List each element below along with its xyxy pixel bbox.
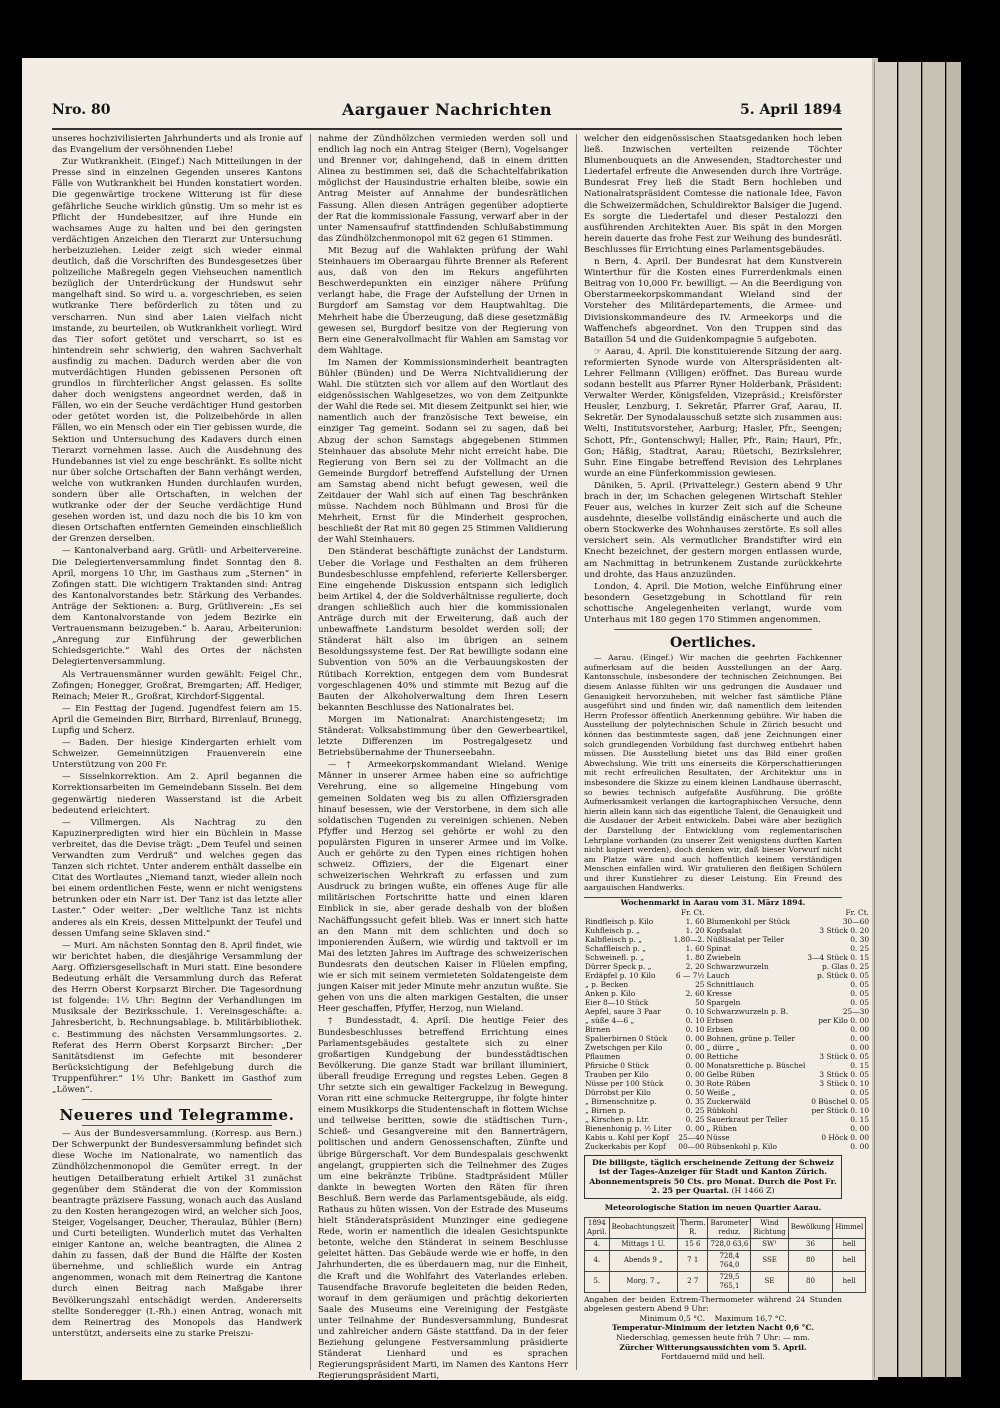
market-row xyxy=(584,1106,870,1115)
column-3 xyxy=(584,134,870,1374)
market-cell: Kresse xyxy=(706,988,732,998)
market-cell: 1. 80 xyxy=(685,952,705,962)
weather-header-cell: Barometer reduz. xyxy=(708,1217,751,1238)
min-label: Minimum xyxy=(639,1313,677,1323)
market-cell: Schweinefl. p. „ xyxy=(585,952,645,962)
page-edge xyxy=(898,62,921,1377)
weather-cell: SE xyxy=(751,1271,788,1292)
weather-cell: hell xyxy=(833,1250,866,1271)
weather-cell: 36 xyxy=(788,1238,832,1250)
market-cell: 0. 00 xyxy=(685,1042,705,1052)
column-1 xyxy=(52,134,302,1374)
weather-cell: SSE xyxy=(751,1250,788,1271)
market-cell: 0. 10 xyxy=(685,1024,705,1034)
article-paragraph: — Aus der Bundesversammlung. (Korresp. aus Bern.) Der Schwerpunkt der Bundesversammlung befindet sich diese Woche im Nationalrate, wo namentlich das Zündhölzchenmonopol die Gemüter erregt. In der heutigen Detailberatung erhielt Artikel 31 zunächst gegenüber dem Ständerat die von der Kommission beantragte präzisere Fassung, wonach auch das Ausland zu den Kosten herangezogen wird, an welcher sich Joos, Steiger, Vogelsanger, Deucher, Theraulaz, Bühler (Bern) und Curti beteiligten. Wunderlich mutet das Verhalten einiger Kantone an, welche beantragten, die Alinea 2 dahin zu fassen, daß der Bund die Hälfte der Kosten übernehme, und schließlich wurde ein Antrag angenommen, wonach mit dem Reinertrag die Kantone durch einen Beitrag nach Maßgabe ihrer Bevölkerungszahl entschädigt werden. Andererseits stellte Sonderegger (I.-Rh.) einen Antrag, wonach mit dem Reinertrag des Monopols das Handwerk unterstützt, anderseits eine zu starke Preiszu- xyxy=(52,1129,302,1339)
market-cell: „ p. Becken xyxy=(585,979,629,989)
market-cell: Anken p. Kilo xyxy=(585,988,636,998)
market-cell: „ Rüben xyxy=(706,1123,737,1133)
market-cell: Kuhfleisch p. „ xyxy=(585,925,640,935)
market-row xyxy=(584,989,870,998)
article-paragraph: Zur Wutkrankheit. (Eingef.) Nach Mitteilungen in der Presse sind in einzelnen Gegenden unseres Kantons Fälle von Wutkrankheit bei Hunden konstatiert worden. Die gegenwärtige trockene Witterung ist für diese gefährliche Seuche wirklich günstig. Um so mehr ist es Pflicht der Hundebesitzer, auf ihre Hunde ein wachsames Auge zu halten und bei den geringsten verdächtigen Anzeichen den Tierarzt zur Untersuchung herbeizuziehen. Leider zeigt sich wieder einmal deutlich, daß die Vorschriften des Bundesgesetzes über polizeiliche Maßregeln gegen Viehseuchen namentlich bezüglich der Unterdrückung der Hundswut sehr mangelhaft sind. So wird u. a. vorgeschrieben, es seien wutkranke Tiere beförderlich zu töten und zu verscharren. Nun sind aber Laien vielfach nicht imstande, zu beurteilen, ob Wutkrankheit vorliegt. Wird das Tier sofort getötet und verscharrt, so ist es hintendrein sehr schwierig, den wahren Sachverhalt ausfindig zu machen. Dadurch werden aber die von mutverdächtigen Hunden gebissenen Personen oft grundlos in fürchterlicher Angst gelassen. Es sollte daher doch wenigstens angeordnet werden, daß in Fällen, wo ein der Seuche verdächtiger Hund gestorben oder getötet worden ist, die Polizeibehörde in allen Fällen, wo ein Mensch oder ein Tier gebissen wurde, die Sektion und Untersuchung des Kadavers durch einen Tierarzt vornehmen lasse. Auch die Ausdehnung des Hundebannes ist viel zu enge beschränkt. Es sollte nicht nur über solche Ortschaften der Bann verhängt werden, welche von wutkranken Hunden durchlaufen wurden, sondern über alle Ortschaften, in welchen der wutkranke oder der der Seuche verdächtige Hund gesehen worden ist, und dazu noch die bis 10 km von diesen Ortschaften entfernten Gemeinden einschließlich der Grenzen derselben. xyxy=(52,157,302,545)
newspaper-title: Aargauer Nachrichten xyxy=(341,100,553,119)
market-cell: „ Birnenschnitze p. xyxy=(585,1096,657,1106)
market-row xyxy=(584,1097,870,1106)
market-cell: 1.80—2. xyxy=(673,934,705,944)
market-row xyxy=(584,962,870,971)
masthead xyxy=(52,102,842,126)
market-cell: Schaffleisch p. „ xyxy=(585,943,647,953)
market-cell: Nüsse xyxy=(706,1132,730,1142)
weather-title: Meteorologische Station im neuen Quartier Aarau. xyxy=(604,1203,822,1213)
market-cell: 0. 00 xyxy=(850,1123,870,1133)
market-row xyxy=(584,926,870,935)
weather-header-cell: Wind Richtung xyxy=(751,1217,788,1238)
market-cell: „ süße 4—6 „ xyxy=(585,1015,635,1025)
market-cell: Dürrobst per Kilo xyxy=(585,1087,651,1097)
market-cell: Kabis u. Kohl per Kopf xyxy=(585,1132,670,1142)
market-cell: 0. 30 xyxy=(685,1078,705,1088)
weather-row xyxy=(585,1250,866,1271)
market-cell: Rübsenkohl p. Kilo xyxy=(706,1141,777,1151)
column-2 xyxy=(318,134,568,1382)
market-cell: 0 Büschel 0. 05 xyxy=(811,1096,870,1106)
issue-date: 5. April 1894 xyxy=(740,102,842,118)
market-row xyxy=(584,1124,870,1133)
ad-code: (H 1466 Z) xyxy=(731,1186,775,1196)
market-cell: 00—00 xyxy=(678,1141,705,1151)
ad-text: Die billigste, täglich erscheinende Zeitung der Schweiz ist der Tages-Anzeiger für Stadt und Kanton Zürich. Abonnementspreis 50 Cts. pro Monat. Durch die Post Fr. 2. 25 per Quartal. xyxy=(589,1157,837,1196)
market-cell: 30—60 xyxy=(842,916,870,926)
market-cell: Gelbe Rüben xyxy=(706,1069,755,1079)
market-cell: Zuckerwäld xyxy=(706,1096,751,1106)
market-cell: 0. 25 xyxy=(850,943,870,953)
market-cell: 3 Stück 0. 10 xyxy=(819,1078,870,1088)
market-cell: 0 Höck 0. 00 xyxy=(821,1132,870,1142)
page-edge xyxy=(874,62,897,1377)
market-cell: Bienenhonig p. ½ Liter xyxy=(585,1123,672,1133)
article-paragraph: † Bundesstadt, 4. April. Die heutige Feier des Bundesbeschlusses betreffend Errichtung eines Parlamentsgebäudes gestaltete sich zu einer großartigen Kundgebung der bundesstädtischen Bevölkerung. Die ganze Stadt war brillant illuminiert, überall freudige Erregung und regstes Leben. Gegen 8 Uhr setzte sich ein gewaltiger Fackelzug in Bewegung. Voran ritt eine schmucke Reitergruppe, ihr folgte hinter einem Musikkorps die Studentenschaft in flottem Wichse und teilweise beritten, sowie die städtischen Turn-, Schieß- und Gesangvereine mit den Bannerträgern, politischen und andern Genossenschaften, Zünfte und übrige Bürgerschaft. Vor dem Bundespalais geschwenkt angelangt, gruppierten sich die Teilnehmer des Zuges um eine bekränzte Tribüne. Stadtpräsident Müller dankte in bewegten Worten den Räten für ihren Beschluß. Bern werde das Parlamentsgebäude, als eidg. Rathaus zu hüten wissen. Von der Estrade des Museums hielt Ständeratspräsident Munzinger eine gediegene Rede, worin er namentlich die idealen Gesichtspunkte betonte, welche den Ständerat in seinem Beschlusse geleitet hätten. Das Gebäude werde wie er hoffe, in den Jahrhunderten, die es überdauern mag, nur die Einheit, die Kraft und die Wohlfahrt des Vaterlandes erleben. Tausendfache Bravorufe begleiteten die beiden Reden, worauf in dem geräumigen und prächtig dekorierten Saale des Museums eine Vereinigung der Festgäste unter Teilnahme der Bundesversammlung, Bundesrat und zahlreicher andern Gäste stattfand. Da in der feier Beziehung gelungene Festversammlung präsidierte Ständerat Lienhard und es sprachen Regierungspräsident Marti, im Namen des Kantons Herr Regierungspräsident Marti, xyxy=(318,1016,568,1382)
market-cell: Spinat xyxy=(706,943,731,953)
article-paragraph: — Kantonalverband aarg. Grütli- und Arbeitervereine. Die Delegiertenversammlung findet Sonntag den 8. April, morgens 10 Uhr, im Gasthaus zum „Sternen“ in Zofingen statt. Die wichtigern Traktanden sind: Antrag des Kantonalvorstandes betr. Stärkung des Verbandes. Anträge der Sektionen: a. Burg, Grütliverein: „Es sei dem Kantonalvorstande von jedem Bezirke ein Vertrauensmann beizugeben.“ b. Aarau, Arbeiterunion: „Anregung zur Einführung der gewerblichen Schiedsgerichte.“ Wahl des Ortes der nächsten Delegiertenversammlung. xyxy=(52,546,302,668)
market-cell: 1. 60 xyxy=(685,916,705,926)
market-row xyxy=(584,971,870,980)
article-paragraph: nahme der Zündhölzchen vermieden werden soll und endlich lag noch ein Antrag Steiger (Bern), Vogelsanger und Brenner vor, dahingehend, daß in einem dritten Alinea zu bestimmen sei, daß die Schachtelfabrikation möglichst der Hausindustrie erhalten bleibe, sowie ein Antrag Meister auf Annahme der bundesrätlichen Fassung. Allen diesen Anträgen gegenüber adoptierte der Rat die kommissionale Fassung, verwarf aber in der unter Namensaufruf stattfindenden Schlußabstimmung das Zündhölzchenmonopol mit 62 gegen 61 Stimmen. xyxy=(318,134,568,244)
weather-cell: 80 xyxy=(788,1250,832,1271)
market-title: Wochenmarkt in Aarau vom 31. März 1894. xyxy=(584,897,842,908)
market-cell: 0. 00 xyxy=(850,1033,870,1043)
market-cell: 0. 05 xyxy=(850,997,870,1007)
market-cell: Zwiebeln xyxy=(706,952,741,962)
market-cell: 0. 15 xyxy=(850,1114,870,1124)
market-cell: Pflaumen xyxy=(585,1051,621,1061)
market-cell: Schwarzwurzeln xyxy=(706,961,769,971)
article-paragraph: n Bern, 4. April. Der Bundesrat hat dem Kunstverein Winterthur für die Kosten eines Furrerdenkmals einen Beitrag von 10,000 Fr. bewilligt. — An die Beerdigung von Oberstarmeekorpskommandant Wieland sind der Vorsteher des Militärdepartements, die Armee- und Divisionskommandeure des IV. Armeekorps und die Waffenchefs abgeordnet. Von den Truppen sind das Bataillon 54 und die Guidenkompagnie 5 aufgeboten. xyxy=(584,257,842,345)
temp-note: Temperatur-Minimum der letzten Nacht 0,6 °C. xyxy=(611,1323,814,1333)
market-cell: „ Birnen p. xyxy=(585,1105,626,1115)
weather-header-cell: Beobachtungszeit xyxy=(609,1217,677,1238)
market-row xyxy=(584,953,870,962)
market-cell: 0. 25 xyxy=(685,1114,705,1124)
market-cell: Erbsen xyxy=(706,1024,734,1034)
min-value: 0,5 °C. xyxy=(678,1313,706,1323)
article-paragraph: — Muri. Am nächsten Sonntag den 8. April findet, wie wir berichtet haben, die diesjährige Versammlung der Aarg. Offiziersgesellschaft in Muri statt. Eine besondere Bedeutung erhält die Versammlung durch das Referat des Herrn Oberst Korpsarzt Bircher. Die Tagesordnung ist folgende: 1½ Uhr: Beginn der Verhandlungen im Musiksale der Bezirksschule. 1. Vereinsgeschäfte: a. Jahresbericht, b. Rechnungsablage. b. Militärbibliothek. c. Bestimmung des nächsten Versammlungsortes. 2. Referat des Herrn Oberst Korpsarzt Bircher: „Der Sanitätsdienst im Gefechte mit besonderer Berücksichtigung der Befehlgebung durch die Truppenführer.“ 1½ Uhr: Bankett im Gasthof zum „Löwen“. xyxy=(52,940,302,1095)
market-cell: Birnen xyxy=(585,1024,611,1034)
market-cell: Spalierbirnen 0 Stück xyxy=(585,1033,668,1043)
market-cell: Eier 8—10 Stück xyxy=(585,997,649,1007)
column-divider xyxy=(576,134,577,1370)
section-rule xyxy=(82,1099,272,1100)
section-rule xyxy=(614,629,812,630)
market-row xyxy=(584,1142,870,1151)
market-cell: 0. 10 xyxy=(685,1015,705,1025)
forecast-title: Zürcher Witterungsaussichten vom 5. April. xyxy=(619,1342,807,1352)
market-cell: Schwarzwurzeln p. B. xyxy=(706,1006,789,1016)
weather-cell: 7 1 xyxy=(677,1250,708,1271)
market-cell: Kopfsalat xyxy=(706,925,742,935)
market-cell: Bohnen, grüne p. Teller xyxy=(706,1033,796,1043)
weather-cell: 15 6 xyxy=(677,1238,708,1250)
column-divider xyxy=(310,134,311,1370)
article-paragraph: — Villmergen. Als Nachtrag zu den Kapuzinerpredigten wird hier ein Büchlein in Masse verbreitet, das die Devise trägt: „Dem Teufel und seinen Verwandten zum Verdruß“ und welches gegen das Tanzen sich richtet. Unter anderem enthält dasselbe ein Citat des Wortlautes „Niemand tanzt, wieder allein noch bei einem ordentlichen Feste, wenn er nicht wenigstens betrunken oder ein Narr ist. Der Tanz ist das letzte aller Laster.“ Oder weiter: „Der weltliche Tanz ist nichts anderes als ein Kreis, dessen Mittelpunkt der Teufel und dessen Umfang seine Sklaven sind.“ xyxy=(52,817,302,939)
market-cell: Rindfleisch p. Kilo xyxy=(585,916,654,926)
market-row xyxy=(584,1034,870,1043)
section-heading: Neueres und Telegramme. xyxy=(59,1106,295,1125)
market-cell: Spargeln xyxy=(706,997,741,1007)
market-row xyxy=(584,1043,870,1052)
forecast-text: Fortdauernd mild und hell. xyxy=(661,1352,765,1362)
weather-cell: 4. xyxy=(585,1250,610,1271)
market-cell: 0. 00 xyxy=(850,1141,870,1151)
market-cell: Zwetschgen per Kilo xyxy=(585,1042,663,1052)
weather-cell: 80 xyxy=(788,1271,832,1292)
market-unit: Fr. Ct. xyxy=(680,907,705,917)
market-cell: 0. 50 xyxy=(685,1087,705,1097)
market-row xyxy=(584,917,870,926)
market-cell: Pfirsiche 0 Stück xyxy=(585,1060,649,1070)
market-row xyxy=(584,1115,870,1124)
market-cell: Rübkohl xyxy=(706,1105,738,1115)
market-cell: 0. 00 xyxy=(685,1033,705,1043)
market-cell: 3 Stück 0. 20 xyxy=(819,925,870,935)
market-row xyxy=(584,935,870,944)
market-cell: 25 xyxy=(695,979,705,989)
market-row xyxy=(584,1088,870,1097)
market-cell: Schnittlauch xyxy=(706,979,754,989)
market-cell: 0. 25 xyxy=(685,1105,705,1115)
market-cell: 0. 00 xyxy=(685,1069,705,1079)
article-paragraph: Den Ständerat beschäftigte zunächst der Landsturm. Ueber die Vorlage und Festhalten an dem früheren Bundesbeschlusse empfehlend, referierte Kellersberger. Eine eingehende Diskussion entspann sich lediglich beim Artikel 4, der die Soldverhältnisse regulierte, doch drangen schließlich auch hier die kommissionalen Anträge durch mit der Erweiterung, daß auch der unbewaffnete Landsturm besoldet werden soll; der Ständerat hält also im übrigen an seinem Besoldungssysteme fest. Der Rat bewilligte sodann eine Subvention von 50% an die Verbauungskosten der Rütibach Korrektion, entgegen dem vom Bundesrat vorgeschlagenen 40% und stimmte mit Bezug auf die Bauten der Alkoholverwaltung dem Ihren Lesern bekannten Beschlusse des Nationalrates bei. xyxy=(318,547,568,713)
weather-cell: 5. xyxy=(585,1271,610,1292)
section-heading: Oertliches. xyxy=(670,635,756,652)
market-cell: p. Glas 0. 25 xyxy=(821,961,870,971)
market-cell: Dürrer Speck p. „ xyxy=(585,961,652,971)
weather-cell: SW¹ xyxy=(751,1238,788,1250)
market-cell: Rettiche xyxy=(706,1051,738,1061)
market-table xyxy=(584,908,870,1151)
weather-cell: 728,0 63,6 xyxy=(708,1238,751,1250)
market-row xyxy=(584,944,870,953)
article-paragraph: unseres hochzivilisierten Jahrhunderts und als Ironie auf das Evangelium der versöhnenden Liebe! xyxy=(52,134,302,156)
market-cell: 1. 20 xyxy=(685,925,705,935)
market-cell: Lauch xyxy=(706,970,730,980)
market-cell: Sauerkraut per Teller xyxy=(706,1114,788,1124)
article-paragraph: Däniken, 5. April. (Privattelegr.) Gestern abend 9 Uhr brach in der, im Schachen gelegenen Wirtschaft Stehler Feuer aus, welches in kurzer Zeit sich auf die Scheune ausdehnte, dieselbe vollständig einäscherte und auch die obern Stockwerke des Wohnhauses zerstörte. Es soll alles versichert sein. Als vermutlicher Brandstifter wird ein Knecht bezeichnet, der gestern morgen entlassen wurde, am Nachmittag in betrunkenem Zustande zurückkehrte und drohte, das Haus anzuzünden. xyxy=(584,480,842,580)
page-edge xyxy=(946,62,961,1377)
market-cell: „ dürre „ xyxy=(706,1042,740,1052)
market-row xyxy=(584,1079,870,1088)
issue-number: Nro. 80 xyxy=(52,102,111,118)
article-paragraph: London, 4. April. Die Motion, welche Einführung einer besondern Gesetzgebung in Schottland für rein schottische Angelegenheiten verlangt, wurde vom Unterhaus mit 180 gegen 170 Stimmen angenommen. xyxy=(584,581,842,626)
market-cell: 3 Stück 0. 05 xyxy=(819,1051,870,1061)
market-row xyxy=(584,1052,870,1061)
market-cell: 1. 60 xyxy=(685,943,705,953)
max-value: 16,7 °C. xyxy=(755,1313,787,1323)
market-cell: 25—40 xyxy=(678,1132,705,1142)
market-cell: 0. 10 xyxy=(685,1006,705,1016)
market-cell: 2. 60 xyxy=(685,988,705,998)
market-cell: 0. 05 xyxy=(850,979,870,989)
article-paragraph: — Sisselnkorrektion. Am 2. April begannen die Korrektionsarbeiten im Gemeindebann Sisseln. Bei dem gegenwärtig niederen Wasserstand ist die Arbeit bedeutend erleichtert. xyxy=(52,772,302,816)
market-cell: 0. 00 xyxy=(850,1024,870,1034)
page-edge xyxy=(922,62,945,1377)
market-cell: Blumenkohl per Stück xyxy=(706,916,790,926)
market-cell: 0. 30 xyxy=(850,934,870,944)
header-rule xyxy=(52,128,842,130)
article-paragraph: Mit Bezug auf die Wahlakten prüfung der Wahl Steinhauers im Oberaargau führte Brenner als Referent aus, daß von den im Rekurs angeführten Beschwerdepunkten ein einziger nähere Prüfung verlangt habe, die Frage der Aufstellung der Urnen in Burgdorf am Samstag vor dem Hauptwahltag. Die Mehrheit habe die Überzeugung, daß diese gesetzmäßig gewesen sei, Burgdorf besitze von der Regierung von Bern eine Generalvollmacht für Wahlen am Samstag vor dem Wahltage. xyxy=(318,245,568,356)
max-label: Maximum xyxy=(714,1313,753,1323)
market-row xyxy=(584,1061,870,1070)
article-paragraph: Morgen im Nationalrat: Anarchistengesetz; im Ständerat: Volksabstimmung über den Gewerbeartikel, letzte Differenzen im Postregalgesetz und Betriebsübernahme der Thunerseebahn. xyxy=(318,714,568,759)
market-cell: Nüßlisalat per Teller xyxy=(706,934,785,944)
weather-header-cell: Himmel xyxy=(833,1217,866,1238)
weather-header-cell: 1894 April. xyxy=(585,1217,610,1238)
market-cell: Monatsrettiche p. Büschel xyxy=(706,1060,806,1070)
weather-cell: 4. xyxy=(585,1238,610,1250)
market-cell: Trauben per Kilo xyxy=(585,1069,649,1079)
market-cell: 0. 00 xyxy=(685,1123,705,1133)
market-cell: 0. 05 xyxy=(850,1087,870,1097)
article-paragraph: — Baden. Der hiesige Kindergarten erhielt vom Schweizer. Gemeinnützigen Frauenverein eine Unterstützung von 200 Fr. xyxy=(52,738,302,771)
market-row xyxy=(584,998,870,1007)
article-paragraph: ☞ Aarau, 4. April. Die konstituierende Sitzung der aarg. reformierten Synode wurde von Alterspräsidenten alt-Lehrer Fellmann (Villigen) eröffnet. Das Bureau wurde sodann bestellt aus Pfarrer Ryner Holderbank, Präsident: Verwalter Werder, Königsfelden, Vizepräsid.; Kreisförster Heusler, Lenzburg, I. Sekretär, Pfarrer Graf, Aarau, II. Sekretär. Der Synodalausschuß setzte sich zusammen aus: Welti, Institutsvorsteher, Aarburg; Hasler, Pfr., Seengen; Schott, Pfr., Gontenschwyl; Haller, Pfr., Rain; Hauri, Pfr., Gon; Häßig, Stadtrat, Aarau; Rüetschi, Bezirkslehrer, Suhr. Eine Eingabe betreffend Revision des Lehrplanes wurde an eine Fünferkommission gewiesen. xyxy=(584,346,842,479)
weather-cell: 728,4 764,0 xyxy=(708,1250,751,1271)
market-cell: per Kilo 0. 00 xyxy=(818,1015,870,1025)
market-cell: p. Stück 0. 05 xyxy=(817,970,870,980)
article-paragraph: Als Vertrauensmänner wurden gewählt: Feigel Chr., Zofingen; Honegger, Großrat, Bremgarten; Aff. Hediger, Reinach; Meier R., Großrat, Kirchdorf-Siggental. xyxy=(52,669,302,702)
market-cell: Nüsse per 100 Stück xyxy=(585,1078,664,1088)
market-cell: Kalbfleisch p. „ xyxy=(585,934,642,944)
market-cell: 0. 15 xyxy=(850,1060,870,1070)
weather-cell: Mittags 1 U. xyxy=(609,1238,677,1250)
article-paragraph: — † Armeekorpskommandant Wieland. Wenige Männer in unserer Armee haben eine so aufrichtige Verehrung, eine so allgemeine Hingebung vom gemeinen Soldaten weg bis zu allen Offiziersgraden hinauf besessen, wie der Verstorbene, in dem sich alle soldatischen Tugenden zu vereinigen schienen. Neben Pfyffer und Herzog sei gehörte er wohl zu den populärsten Figuren in unserer Armee und im Volke. Auch er gehörte zu den Typen eines richtigen hohen schweiz. Offiziers, der die Eigenart einer schweizerischen Wehrkraft zu erfassen und zum Ausdruck zu bringen wußte, ein offenes Auge für alle militärischen Fortschritte hatte und einen klaren Einblick in sie, aber gerade deshalb von der bloßen Nachäffungssucht gefeit blieb. Was er innert sich hatte an den Mann mit dem schlichten und doch so imponierenden Äußern, wie würdig und taktvoll er im Mai des letzten Jahres im Auftrage des schweizerischen Bundesrats den deutschen Kaiser in Flüelen empfing, wie er sich mit seinem vermieteten Soldatengeiste dem jungen Kaiser mit jeder Minute mehr anzutun wußte. Sie gehen von uns die alten markigen Gestalten, die unser Heer geschaffen, Pfyffer, Herzog, nun Wieland. xyxy=(318,760,568,1015)
rain-note: Niederschlag, gemessen heute früh 7 Uhr: — mm. xyxy=(616,1333,810,1342)
page-content xyxy=(22,58,872,1380)
market-cell: Erdäpfel p. 10 Kilo xyxy=(585,970,656,980)
market-row xyxy=(584,1133,870,1142)
weather-table xyxy=(584,1217,866,1293)
market-cell: 50 xyxy=(695,997,705,1007)
market-unit: Fr. Ct. xyxy=(845,907,870,917)
market-row xyxy=(584,1070,870,1079)
market-cell: 3 Stück 0. 05 xyxy=(819,1069,870,1079)
market-cell: 0. 05 xyxy=(850,988,870,998)
article-paragraph: Im Namen der Kommissionsminderheit beantragten Bühler (Bünden) und De Werra Nichtvalidierung der Wahl. Die stützten sich vor allem auf den Wortlaut des eidgenössischen Wahlgesetzes, wo von dem Zeitpunkte der Wahl die Rede sei. Mit diesem Zeitpunkt sei hier, wie namentlich auch der französische Text beweise, ein einziger Tag gemeint. Sodann sei zu sagen, daß bei Abzug der schon Samstags abgegebenen Stimmen Steinhauer das absolute Mehr nicht erreicht habe. Die Regierung von Bern sei zu der Vollmacht an die Gemeinde Burgdorf betreffend Aufstellung der Urnen am Samstag abend nicht befugt gewesen, weil die Zeitdauer der Wahl sich auf einen Tag beschränken müsse. Nachdem noch Bühlmann und Brosi für die Mehrheit, Ernst für die Minderheit gesprochen, beschließt der Rat mit 80 gegen 25 Stimmen Validierung der Wahl Steinhauers. xyxy=(318,357,568,546)
weather-row xyxy=(585,1238,866,1250)
market-cell: 2. 20 xyxy=(685,961,705,971)
weather-header-row xyxy=(585,1217,866,1238)
weather-cell: Morg. 7 „ xyxy=(609,1271,677,1292)
market-cell: 0. 00 xyxy=(850,1042,870,1052)
article-paragraph: welcher den eidgenössischen Staatsgedanken hoch leben ließ. Inzwischen verteilten reizende Töchter Blumenbouquets an die Anwesenden, Stadtorchester und Liedertafel erfreute die Anwesenden durch ihre Vorträge. Bundesrat Frey ließ die Stadt Bern hochleben und Nationalratspräsident Comtesse die nationale Idee, Favon die Schweizermädchen, Schuldirektor Balsiger die Jugend. Es sorgte die Liedertafel und dieser Pestalozzi den ausführenden Architekten Auer. Bis spät in den Morgen herein dauerte das frohe Fest zur Weihung des bundesrätl. Beschlusses für Errichtung eines Parlamentsgebäudes. xyxy=(584,134,842,255)
weather-header-cell: Therm. R. xyxy=(677,1217,708,1238)
advertisement xyxy=(584,1155,842,1199)
weather-cell: hell xyxy=(833,1271,866,1292)
weather-row xyxy=(585,1271,866,1292)
market-cell: Weiße „ xyxy=(706,1087,736,1097)
market-cell: Erbsen xyxy=(706,1015,734,1025)
market-cell: „ Kirschen p. Ltr. xyxy=(585,1114,650,1124)
market-cell: 0. 00 xyxy=(685,1060,705,1070)
market-row xyxy=(584,1007,870,1016)
market-cell: Rote Rüben xyxy=(706,1078,751,1088)
section-rule xyxy=(82,1125,272,1126)
article-paragraph: — Aarau. (Eingef.) Wir machen die geehrten Fachkenner aufmerksam auf die beiden Ausstellungen an der Aarg. Kantonsschule, insbesondere der technischen Zeichnungen. Bei diesem Anlasse fühlten wir uns gedrungen die Ausdauer und Genauigkeit hervorzuheben, mit welcher fast sämtliche Pläne ausgeführt sind und finden wir, daß namentlich dem leitenden Herrn Professor öffentlich Anerkennung gebühre. Wir haben die Ausstellung der polytechnischen Schule in Zürich besucht und können das bestimmteste sagen, daß jene Zeichnungen einer solch grundlegenden Vorbildung fast durchweg entbehrt haben müssen. Die Ausstellung bietet uns das Bild einer großen Abwechslung. Wie tritt uns einerseits die Körperschattierungen mit recht erfreulichen Resultaten, der Architektur uns in insbesondere die Skizze zu einem kleinen Landhause überrascht, so bewies technisch aufgefaßte Ausführung. Die größte Aufmerksamkeit verlangen die kartographischen Versuche, denn hierin allein kann sich das eigentliche Talent, die Genauigkeit und die Ausdauer der Arbeit entwickeln. Dabei wäre aber bezüglich der Darstellung der Entwicklung vom reglementarischen Lehrplane vorhanden (zu unserer Zeit wenigstens durften Karten nicht kopiert werden), doch denken wir, daß bieser Vorwurf nicht am Platze wäre und auch hoffentlich keinem verständigen Menschen einfallen wird. Wir gratulieren den fleißigen Schülern und ihrer Kunstlehrer zu dieser Leistung. Ein Freund des aargauischen Handwerks. xyxy=(584,653,842,893)
article-paragraph: — Ein Festtag der Jugend. Jugendfest feiern am 15. April die Gemeinden Birr, Birrhard, Birrenlauf, Brunegg, Lupfig und Scherz. xyxy=(52,703,302,736)
weather-extremes xyxy=(584,1314,842,1324)
market-cell: 0. 35 xyxy=(685,1096,705,1106)
market-header-row xyxy=(584,908,870,917)
market-cell: 6 — 7½ xyxy=(675,970,705,980)
weather-cell: Abends 9 „ xyxy=(609,1250,677,1271)
weather-cell: 2 7 xyxy=(677,1271,708,1292)
weather-note: Angaben der beiden Extrem-Thermometer während 24 Stunden abgelesen gestern Abend 9 Uhr: xyxy=(584,1294,842,1314)
market-row xyxy=(584,1025,870,1034)
weather-cell: 729,5 765,1 xyxy=(708,1271,751,1292)
market-row xyxy=(584,980,870,989)
market-cell: per Stück 0. 10 xyxy=(811,1105,870,1115)
market-cell: 25—30 xyxy=(842,1006,870,1016)
market-cell: 3—4 Stück 0. 15 xyxy=(807,952,870,962)
market-row xyxy=(584,1016,870,1025)
weather-cell: hell xyxy=(833,1238,866,1250)
market-cell: Aepfel, saure 3 Paar xyxy=(585,1006,661,1016)
market-cell: 0. 00 xyxy=(685,1051,705,1061)
weather-header-cell: Bewölkung xyxy=(788,1217,832,1238)
market-cell: Zuckerkabis per Kopf xyxy=(585,1141,666,1151)
